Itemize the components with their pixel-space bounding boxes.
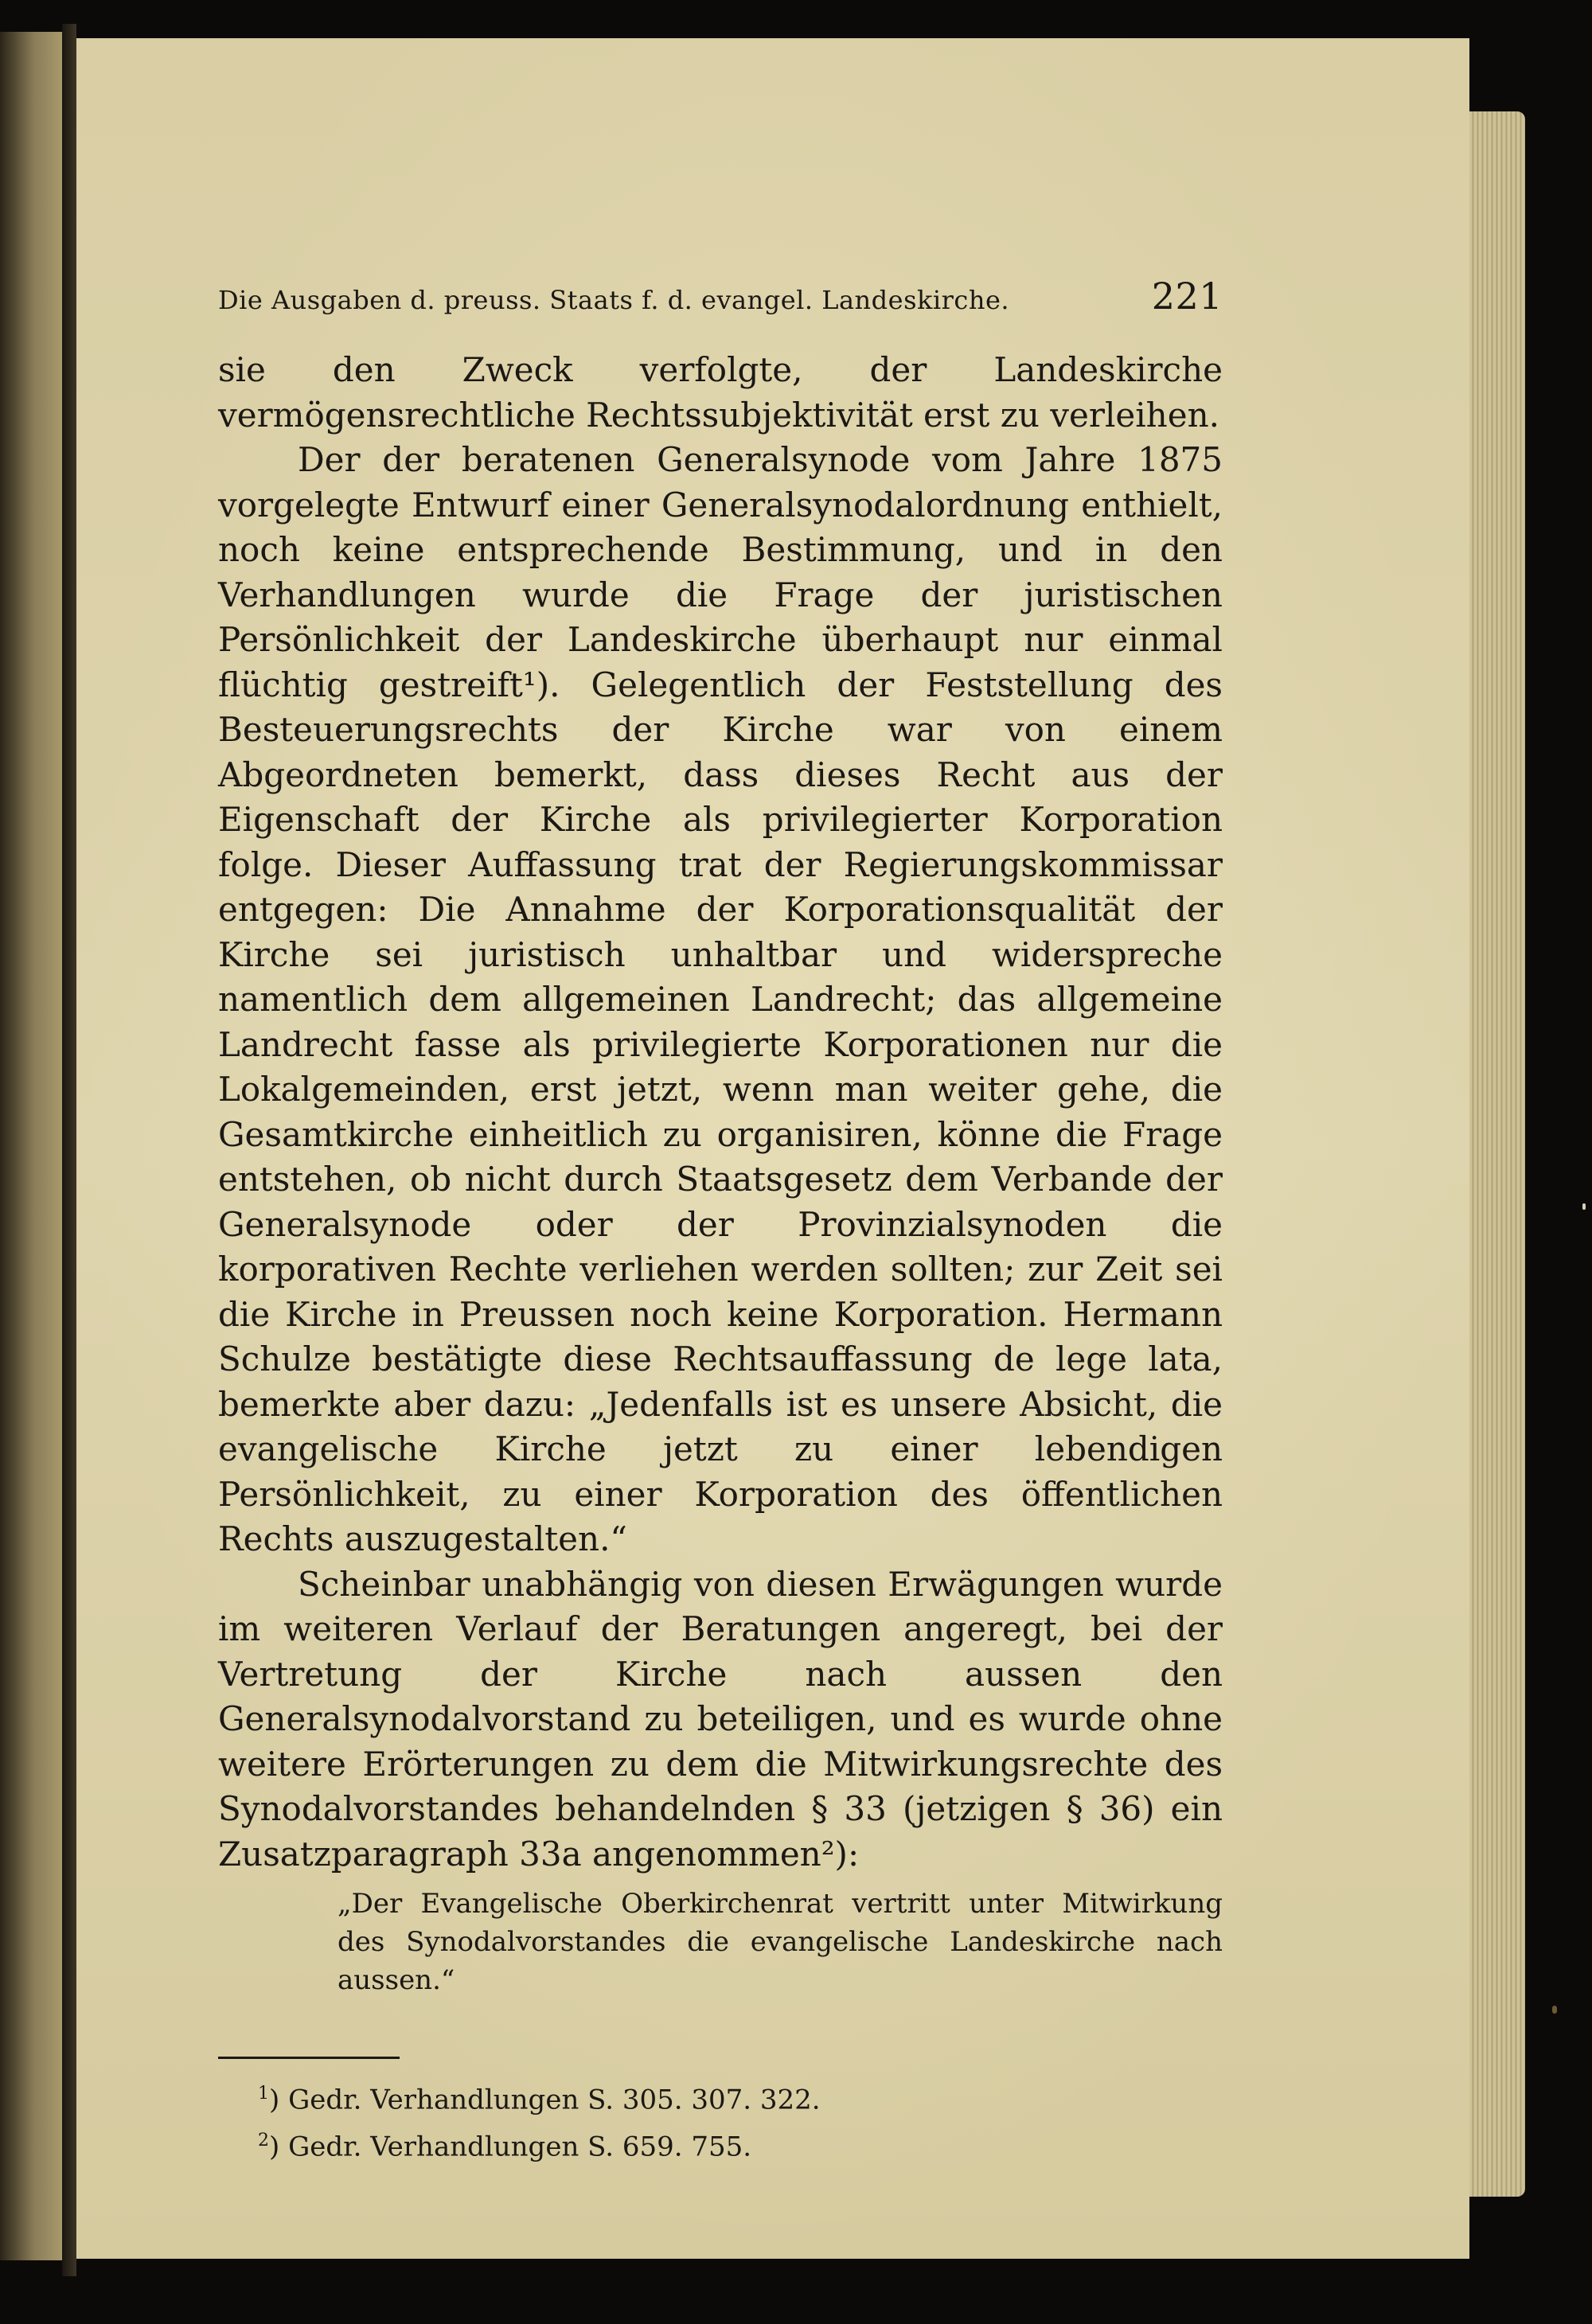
book-gutter: [62, 24, 76, 2276]
body-text: [218, 348, 1223, 1877]
page-number: 221: [1151, 275, 1223, 318]
dust-speck: [1582, 1203, 1586, 1210]
footnote-marker: 1: [258, 2084, 269, 2104]
page-stack-edges: [1469, 111, 1525, 2197]
paragraph: sie den Zweck verfolgte, der Landeskirche vermögensrechtliche Rechtssubjektivität erst zu verleihen.: [218, 350, 1223, 435]
page-content: [218, 275, 1223, 2168]
running-head: [218, 275, 1223, 318]
footnote-rule: [218, 2057, 400, 2059]
footnote: [258, 2073, 1223, 2120]
paragraph: Der der beratenen Generalsynode vom Jahre 1875 vorgelegte Entwurf einer Generalsynodalordnung enthielt, noch keine entsprechende Bestimmung, und in den Verhandlungen wurde die Frage der juristischen Persönlichkeit der Landeskirche überhaupt nur einmal flüchtig gestreift¹). Gelegentlich der Feststellung des Besteuerungsrechts der Kirche war von einem Abgeordneten bemerkt, dass dieses Recht aus der Eigenschaft der Kirche als privilegierter Korporation folge. Dieser Auffassung trat der Regierungskommissar entgegen: Die Annahme der Korporationsqualität der Kirche sei juristisch unhaltbar und widerspreche namentlich dem allgemeinen Landrecht; das allgemeine Landrecht fasse als privilegierte Korporationen nur die Lokalgemeinden, erst jetzt, wenn man weiter gehe, die Gesamtkirche einheitlich zu organisiren, könne die Frage entstehen, ob nicht durch Staatsgesetz dem Verbande der Generalsynode oder der Provinzialsynoden die korporativen Rechte verliehen werden sollten; zur Zeit sei die Kirche in Preussen noch keine Korporation. Hermann Schulze bestätigte diese Rechtsauffassung de lege lata, bemerkte aber dazu: „Jedenfalls ist es unsere Absicht, die evangelische Kirche jetzt zu einer lebendigen Persönlichkeit, zu einer Korporation des öffentlichen Rechts auszugestalten.“: [218, 440, 1223, 1558]
footnote-text: ) Gedr. Verhandlungen S. 659. 755.: [269, 2131, 752, 2163]
paragraph: Scheinbar unabhängig von diesen Erwägungen wurde im weiteren Verlauf der Beratungen angeregt, bei der Vertretung der Kirche nach aussen den Generalsynodalvorstand zu beteiligen, und es wurde ohne weitere Erörterungen zu dem die Mitwirkungsrechte des Synodalvorstandes behandelnden § 33 (jetzigen § 36) ein Zusatzparagraph 33a angenommen²):: [218, 1564, 1223, 1874]
facing-page-edge: [0, 32, 62, 2260]
dust-speck: [1552, 2006, 1557, 2014]
footnote: [258, 2120, 1223, 2167]
running-title: Die Ausgaben d. preuss. Staats f. d. evangel. Landeskirche.: [218, 285, 1010, 315]
footnote-text: ) Gedr. Verhandlungen S. 305. 307. 322.: [269, 2084, 821, 2116]
footnote-marker: 2: [258, 2131, 269, 2151]
footnotes: [218, 2073, 1223, 2168]
block-quote: „Der Evangelische Oberkirchenrat vertritt unter Mitwirkung des Synodalvorstandes die evangelische Landeskirche nach aussen.“: [338, 1888, 1223, 1996]
